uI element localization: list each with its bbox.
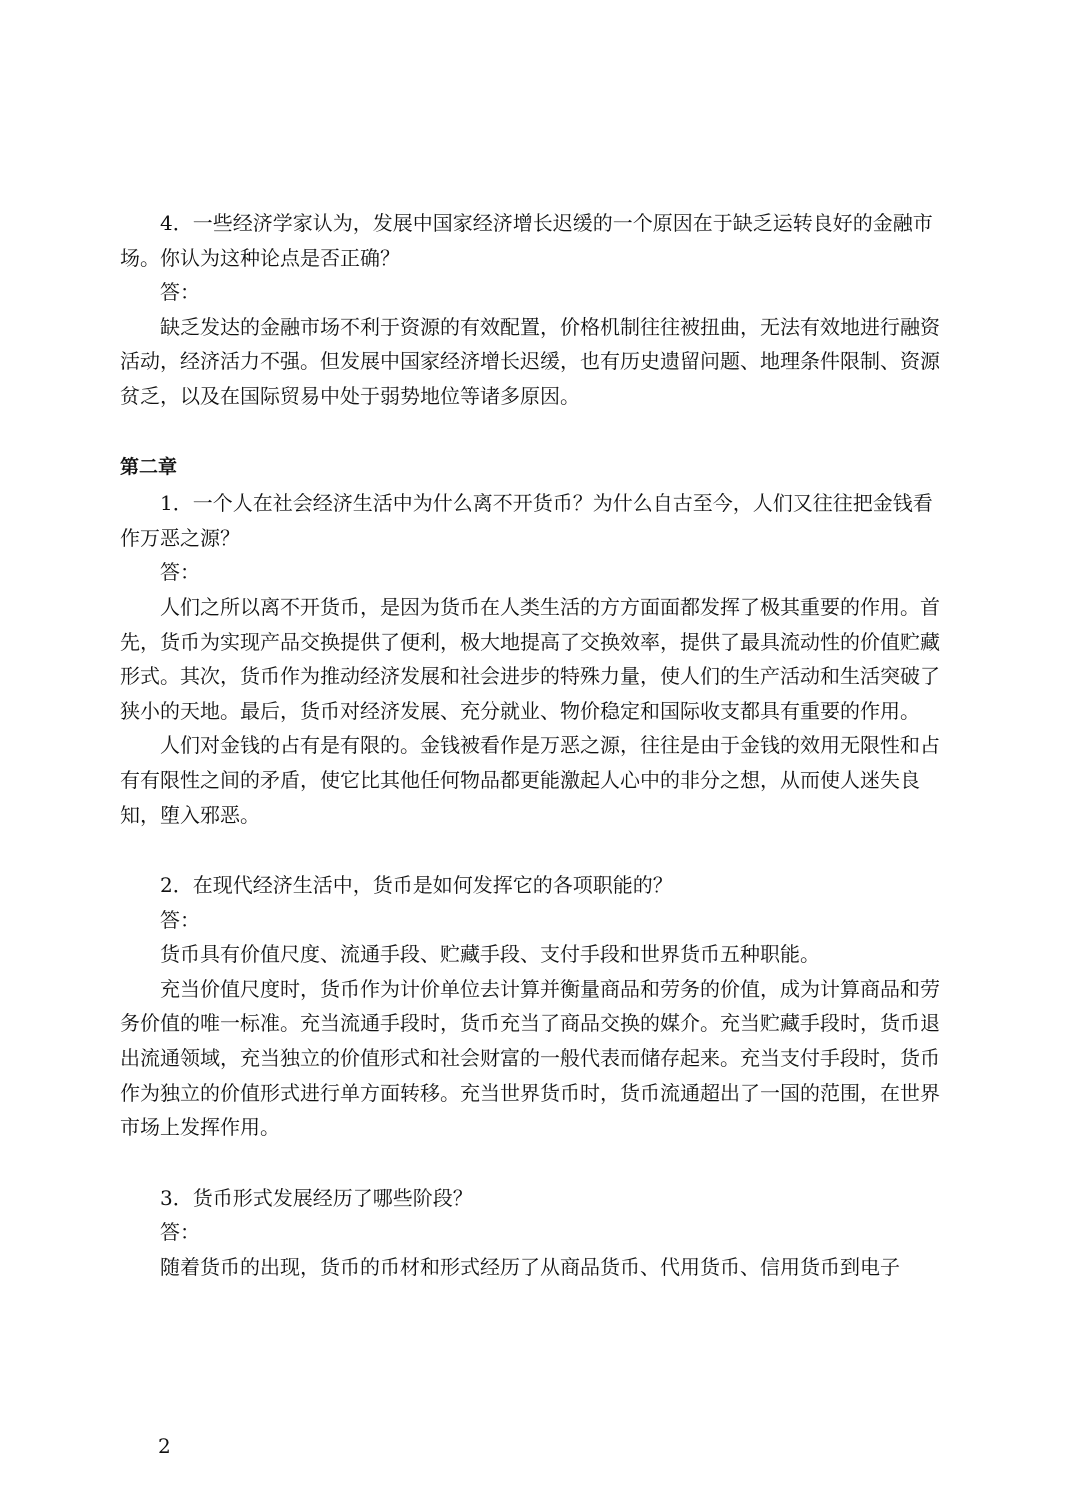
spacer — [120, 414, 942, 450]
answer-paragraph: 充当价值尺度时，货币作为计价单位去计算并衡量商品和劳务的价值，成为计算商品和劳务价值的唯一标准。充当流通手段时，货币充当了商品交换的媒介。充当贮藏手段时，货币退出流通领域，充当独立的价值形式和社会财富的一般代表而储存起来。充当支付手段时，货币作为独立的价值形式进行单方面转移。充当世界货币时，货币流通超出了一国的范围，在世界市场上发挥作用。 — [120, 976, 940, 1140]
spacer — [120, 1145, 942, 1181]
answer-label: 答： — [160, 907, 200, 932]
answer-label: 答： — [160, 560, 200, 585]
answer-label: 答： — [160, 1220, 200, 1245]
answer-label: 答： — [160, 280, 200, 305]
question-1: 1．一个人在社会经济生活中为什么离不开货币？为什么自古至今，人们又往往把金钱看作万恶之源？ — [120, 491, 933, 550]
answer-paragraph: 随着货币的出现，货币的币材和形式经历了从商品货币、代用货币、信用货币到电子 — [160, 1255, 900, 1280]
question-2: 2．在现代经济生活中，货币是如何发挥它的各项职能的？ — [160, 873, 673, 898]
answer-paragraph: 人们之所以离不开货币，是因为货币在人类生活的方方面面都发挥了极其重要的作用。首先，货币为实现产品交换提供了便利，极大地提高了交换效率，提供了最具流动性的价值贮藏形式。其次，货币作为推动经济发展和社会进步的特殊力量，使人们的生产活动和生活突破了狭小的天地。最后，货币对经济发展、充分就业、物价稳定和国际收支都具有重要的作用。 — [120, 594, 940, 723]
answer-paragraph: 人们对金钱的占有是有限的。金钱被看作是万恶之源，往往是由于金钱的效用无限性和占有有限性之间的矛盾，使它比其他任何物品都更能激起人心中的非分之想，从而使人迷失良知，堕入邪恶。 — [120, 733, 940, 827]
question-4: 4．一些经济学家认为，发展中国家经济增长迟缓的一个原因在于缺乏运转良好的金融市场。你认为这种论点是否正确？ — [120, 211, 933, 270]
answer-paragraph: 货币具有价值尺度、流通手段、贮藏手段、支付手段和世界货币五种职能。 — [160, 942, 820, 967]
answer-paragraph: 缺乏发达的金融市场不利于资源的有效配置，价格机制往往被扭曲，无法有效地进行融资活动，经济活力不强。但发展中国家经济增长迟缓，也有历史遗留问题、地理条件限制、资源贫乏，以及在国际贸易中处于弱势地位等诸多原因。 — [120, 314, 940, 408]
page-number: 2 — [158, 1434, 171, 1458]
chapter-heading: 第二章 — [120, 455, 178, 478]
spacer — [120, 832, 942, 868]
question-3: 3．货币形式发展经历了哪些阶段？ — [160, 1185, 473, 1210]
page-content — [120, 206, 942, 1285]
